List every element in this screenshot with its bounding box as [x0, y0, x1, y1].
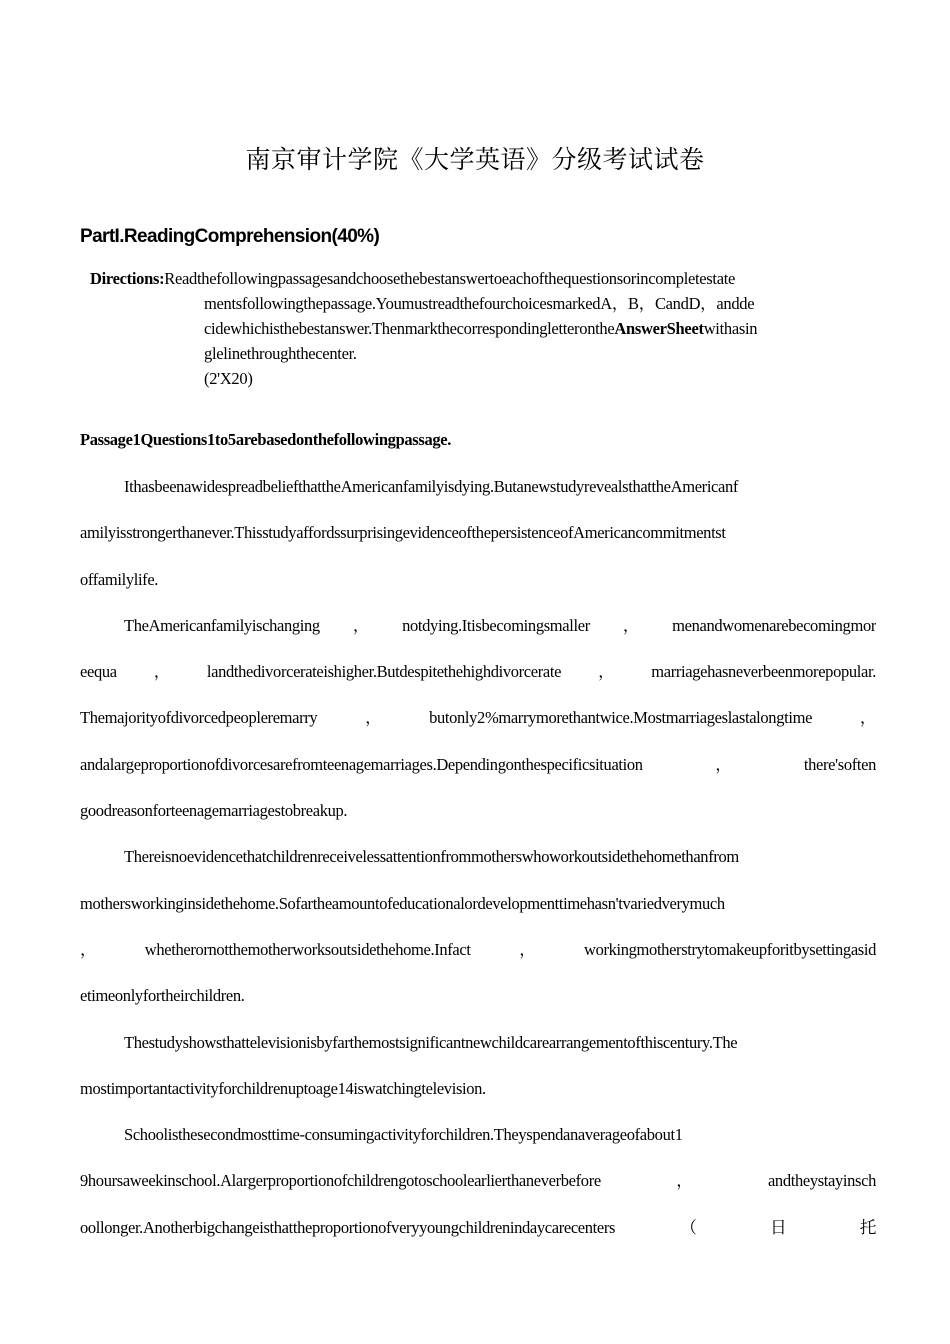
paragraph-line: amilyisstrongerthanever.ThisstudyaffordssurprisingevidenceofthepersistenceofAmericancommitmentst — [80, 523, 726, 543]
paragraph-line: 9hoursaweekinschool.Alargerproportionofchildrengotoschoolearlierthaneverbefore，andtheystayinsch — [80, 1171, 876, 1191]
paragraph-line: mostimportantactivityforchildrenuptoage14iswatchingtelevision. — [80, 1078, 486, 1098]
passage-heading: Passage1Questions1to5arebasedonthefollowingpassage. — [80, 430, 451, 449]
paragraph-line: Themajorityofdivorcedpeopleremarry，butonly2%marrymorethantwice.Mostmarriageslastalongtime， — [80, 708, 876, 728]
directions-label: Directions: — [90, 269, 165, 288]
paragraph-line: andalargeproportionofdivorcesarefromteenagemarriages.Dependingonthespecificsituation，there'soften — [80, 754, 876, 774]
paragraph-line: ，whetherornotthemotherworksoutsidethehome.Infact，workingmotherstrytomakeupforitbysettingasid — [80, 939, 876, 959]
page-title: 南京审计学院《大学英语》分级考试试卷 — [245, 145, 705, 174]
paragraph-line: etimeonlyfortheirchildren. — [80, 986, 245, 1006]
paragraph-line: goodreasonforteenagemarriagestobreakup. — [80, 801, 348, 821]
directions-line-2: mentsfollowingthepassage.YoumustreadthefourchoicesmarkedA，B，CandD，andde — [204, 294, 755, 313]
part-heading: PartI.ReadingComprehension(40%) — [80, 226, 380, 247]
paragraph-line: Thereisnoevidencethatchildrenreceivelessattentionfrommotherswhoworkoutsidethehomethanfrom — [124, 847, 739, 867]
paragraph-line: eequa，landthedivorcerateishigher.Butdespitethehighdivorcerate，marriagehasneverbeenmorepopular. — [80, 662, 876, 682]
answer-sheet-emphasis: AnswerSheet — [614, 319, 704, 338]
directions-text: cidewhichisthebestanswer.Thenmarkthecorrespondingletteronthe — [204, 319, 615, 338]
paragraph-line: Schoolisthesecondmosttime-consumingactivityforchildren.Theyspendanaverageofabout1 — [124, 1125, 683, 1145]
directions-line-1 — [90, 266, 880, 291]
directions-line-4: glelinethroughthecenter. — [204, 344, 357, 363]
paragraph-line: IthasbeenawidespreadbeliefthattheAmericanfamilyisdying.ButanewstudyrevealsthattheAmericanf — [124, 477, 739, 496]
directions-block — [90, 266, 880, 391]
paragraph-line: offamilylife. — [80, 569, 159, 589]
paragraph-line: Thestudyshowsthattelevisionisbyfarthemostsignificantnewchildcarearrangementofthiscentury.The — [124, 1032, 738, 1052]
directions-text: withasin — [703, 319, 758, 338]
paragraph-line: TheAmericanfamilyischanging，notdying.Itisbecomingsmaller，menandwomenarebecomingmor — [124, 615, 876, 635]
paragraph-line: mothersworkinginsidethehome.Sofartheamountofeducationalordevelopmenttimehasn'tvariedverymuch — [80, 893, 725, 913]
directions-text: Readthefollowingpassagesandchoosethebestanswertoeachofthequestionsorincompletestate — [164, 269, 736, 288]
passage-body — [80, 473, 876, 1260]
score-note: (2'X20) — [204, 369, 253, 388]
paragraph-line: oollonger.Anotherbigchangeisthattheproportionofveryyoungchildrenindaycarecenters （ 日 托 — [80, 1217, 876, 1237]
directions-line-3 — [90, 316, 880, 341]
